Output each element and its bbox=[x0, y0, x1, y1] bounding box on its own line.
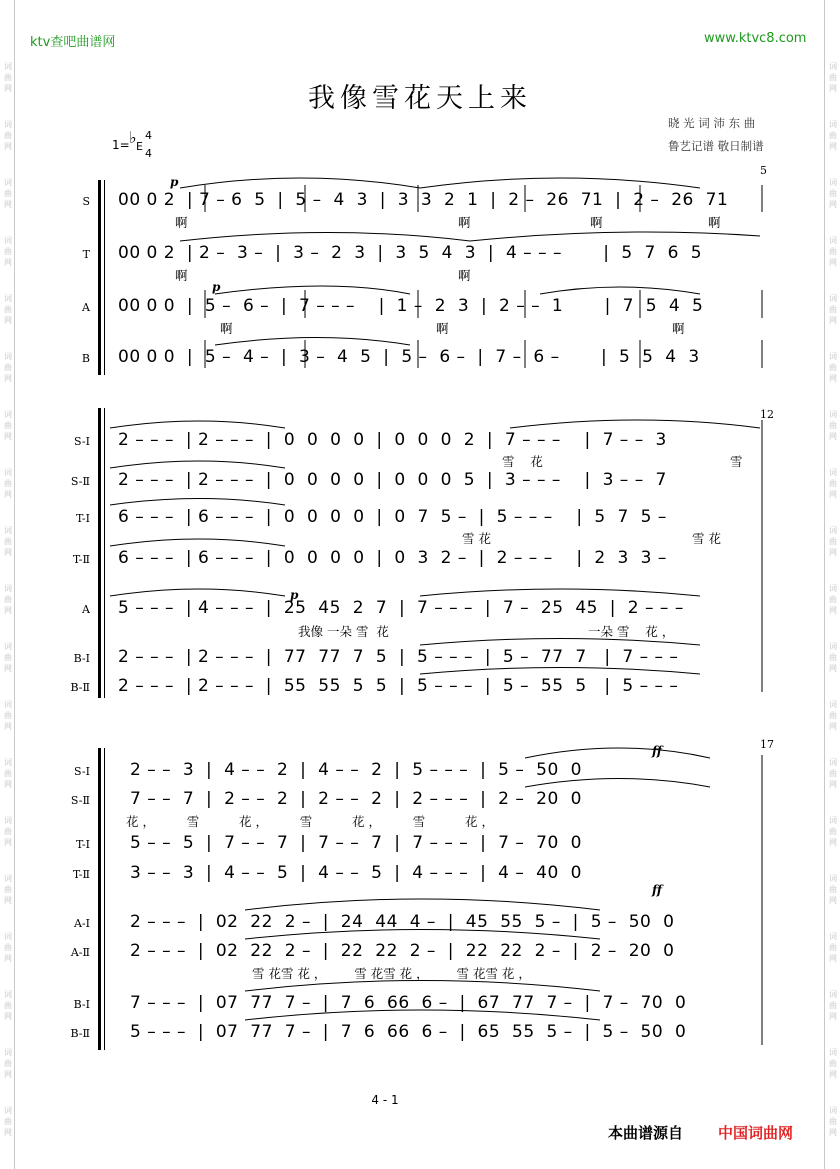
watermark-glyph: 网 bbox=[4, 432, 12, 441]
watermark-glyph: 网 bbox=[4, 490, 12, 499]
watermark-glyph: 词 bbox=[829, 352, 837, 361]
watermark-glyph: 词 bbox=[4, 236, 12, 245]
watermark-glyph: 网 bbox=[4, 142, 12, 151]
watermark-glyph: 曲 bbox=[4, 363, 12, 372]
voice-label: B-Ⅰ bbox=[73, 998, 90, 1011]
voice-row-s2: 2 – – – | 2 – – – | 0 0 0 0 | 0 0 0 5 | 3 – – – | 3 – – 7 bbox=[118, 470, 667, 490]
voice-label: S-Ⅰ bbox=[73, 435, 90, 448]
key-signature bbox=[112, 138, 130, 152]
voice-label: T-Ⅰ bbox=[76, 512, 90, 525]
slur bbox=[420, 668, 700, 675]
watermark-glyph: 曲 bbox=[829, 827, 837, 836]
watermark-glyph: 网 bbox=[4, 838, 12, 847]
site-link-left[interactable]: ktv查吧曲谱网 bbox=[30, 35, 116, 50]
watermark-glyph: 网 bbox=[829, 84, 837, 93]
watermark-glyph: 网 bbox=[4, 200, 12, 209]
voice-row-t1: 5 – – 5 | 7 – – 7 | 7 – – 7 | 7 – – – | 7 – 70 0 bbox=[130, 833, 582, 853]
voice-label: S-Ⅰ bbox=[73, 765, 90, 778]
system-line bbox=[104, 748, 105, 1050]
voice-label: B-Ⅱ bbox=[70, 681, 90, 694]
slur bbox=[110, 461, 285, 468]
watermark-glyph: 曲 bbox=[829, 189, 837, 198]
slur bbox=[525, 748, 710, 758]
watermark-glyph: 词 bbox=[829, 294, 837, 303]
watermark-glyph: 词 bbox=[829, 178, 837, 187]
watermark-glyph: 网 bbox=[4, 722, 12, 731]
dynamic-marking: p bbox=[170, 175, 179, 189]
dynamic-marking: p bbox=[290, 588, 299, 602]
source-label: 本曲谱源自 bbox=[608, 1124, 684, 1142]
lyric: 啊 bbox=[708, 215, 721, 230]
dynamic-marking: p bbox=[212, 280, 221, 294]
watermark-glyph: 网 bbox=[4, 780, 12, 789]
watermark-glyph: 网 bbox=[829, 200, 837, 209]
watermark-glyph: 曲 bbox=[4, 885, 12, 894]
watermark-glyph: 网 bbox=[829, 548, 837, 557]
watermark-glyph: 曲 bbox=[829, 537, 837, 546]
watermark-glyph: 曲 bbox=[4, 479, 12, 488]
watermark-glyph: 网 bbox=[829, 374, 837, 383]
watermark-glyph: 曲 bbox=[829, 653, 837, 662]
lyric: 一朵 雪 花 ， bbox=[588, 624, 675, 639]
key-note: E bbox=[136, 140, 143, 153]
watermark-glyph: 词 bbox=[4, 120, 12, 129]
watermark-glyph: 曲 bbox=[829, 595, 837, 604]
watermark-glyph: 网 bbox=[4, 1128, 12, 1137]
watermark-glyph: 曲 bbox=[4, 769, 12, 778]
lyric: 雪 花雪 花 ， 雪 花雪 花 ， 雪 花雪 花 ， bbox=[252, 966, 531, 981]
watermark-glyph: 词 bbox=[829, 62, 837, 71]
watermark-glyph: 曲 bbox=[829, 131, 837, 140]
system-line bbox=[104, 180, 105, 375]
voice-label: S-Ⅱ bbox=[70, 794, 90, 807]
watermark-glyph: 网 bbox=[829, 1070, 837, 1079]
voice-row-b2: 2 – – – | 2 – – – | 55 55 5 5 | 5 – – – | 5 – 55 5 | 5 – – – bbox=[118, 676, 679, 696]
watermark-glyph: 词 bbox=[829, 410, 837, 419]
lyric: 啊 bbox=[436, 321, 449, 336]
lyric: 啊 bbox=[175, 215, 188, 230]
watermark-glyph: 曲 bbox=[829, 1059, 837, 1068]
watermark-glyph: 网 bbox=[4, 954, 12, 963]
lyric: 啊 bbox=[458, 215, 471, 230]
voice-row-b1: 2 – – – | 2 – – – | 77 77 7 5 | 5 – – – | 5 – 77 7 | 7 – – – bbox=[118, 647, 679, 667]
watermark-glyph: 曲 bbox=[829, 363, 837, 372]
watermark-glyph: 词 bbox=[4, 932, 12, 941]
voice-row-s1: 2 – – 3 | 4 – – 2 | 4 – – 2 | 5 – – – | 5 – 50 0 bbox=[130, 760, 582, 780]
watermark-glyph: 词 bbox=[829, 758, 837, 767]
voice-label: A bbox=[82, 603, 90, 616]
slur bbox=[420, 178, 700, 188]
watermark-glyph: 曲 bbox=[829, 1001, 837, 1010]
voice-label: A-Ⅰ bbox=[73, 917, 90, 930]
voice-row-b1: 7 – – – | 07 77 7 – | 7 6 66 6 – | 67 77 7 – | 7 – 70 0 bbox=[130, 993, 687, 1013]
watermark-glyph: 曲 bbox=[4, 1117, 12, 1126]
watermark-glyph: 词 bbox=[4, 468, 12, 477]
watermark-glyph: 网 bbox=[829, 838, 837, 847]
lyric: 雪 花 bbox=[502, 454, 543, 469]
voice-label: A-Ⅱ bbox=[70, 946, 90, 959]
watermark-glyph: 词 bbox=[829, 584, 837, 593]
voice-label: S bbox=[82, 195, 90, 208]
watermark-glyph: 网 bbox=[4, 84, 12, 93]
watermark-glyph: 词 bbox=[4, 62, 12, 71]
watermark-glyph: 曲 bbox=[4, 537, 12, 546]
voice-row-b2: 5 – – – | 07 77 7 – | 7 6 66 6 – | 65 55 5 – | 5 – 50 0 bbox=[130, 1022, 687, 1042]
watermark-glyph: 网 bbox=[4, 1070, 12, 1079]
watermark-glyph: 词 bbox=[829, 990, 837, 999]
voice-row-s: 00 0 2 | 7 – 6 5 | 5 – 4 3 | 3 3 2 1 | 2 – 26 71 | 2 – 26 71 bbox=[118, 190, 729, 210]
system-brace bbox=[98, 748, 101, 1050]
time-signature-bottom: 4 bbox=[145, 147, 152, 160]
voice-row-a: 00 0 0 | 5 – 6 – | 7 – – – | 1 – 2 3 | 2 – – 1 | 7 5 4 5 bbox=[118, 296, 704, 316]
watermark-glyph: 曲 bbox=[829, 73, 837, 82]
credit-authors: 晓 光 词 沛 东 曲 bbox=[668, 116, 756, 130]
voice-label: T bbox=[82, 248, 90, 261]
watermark-glyph: 词 bbox=[829, 642, 837, 651]
lyric: 啊 bbox=[175, 268, 188, 283]
slur bbox=[110, 539, 285, 546]
slur bbox=[110, 499, 285, 506]
key-flat-sign: ♭ bbox=[129, 128, 137, 147]
watermark-glyph: 词 bbox=[829, 526, 837, 535]
watermark-glyph: 网 bbox=[4, 664, 12, 673]
watermark-glyph: 网 bbox=[829, 606, 837, 615]
lyric: 雪 花 bbox=[462, 531, 491, 546]
dynamic-marking: ff bbox=[652, 883, 662, 897]
page-number: 4 - 1 bbox=[371, 1093, 399, 1107]
watermark-glyph: 曲 bbox=[4, 827, 12, 836]
slur bbox=[420, 589, 700, 596]
slur bbox=[470, 232, 760, 241]
watermark-glyph: 网 bbox=[829, 142, 837, 151]
watermark-glyph: 曲 bbox=[4, 595, 12, 604]
time-signature-top: 4 bbox=[145, 129, 152, 142]
voice-label: T-Ⅰ bbox=[76, 838, 90, 851]
watermark-glyph: 曲 bbox=[829, 479, 837, 488]
lyric: 啊 bbox=[220, 321, 233, 336]
voice-row-t1: 6 – – – | 6 – – – | 0 0 0 0 | 0 7 5 – | 5 – – – | 5 7 5 – bbox=[118, 507, 667, 527]
slur bbox=[245, 899, 600, 910]
watermark-glyph: 曲 bbox=[4, 1059, 12, 1068]
watermark-glyph: 网 bbox=[829, 722, 837, 731]
voice-row-a1: 2 – – – | 02 22 2 – | 24 44 4 – | 45 55 5 – | 5 – 50 0 bbox=[130, 912, 675, 932]
voice-label: A bbox=[82, 301, 90, 314]
lyric: 啊 bbox=[458, 268, 471, 283]
watermark-glyph: 词 bbox=[4, 874, 12, 883]
watermark-glyph: 词 bbox=[829, 1048, 837, 1057]
watermark-glyph: 曲 bbox=[829, 305, 837, 314]
watermark-glyph: 词 bbox=[4, 352, 12, 361]
voice-row-a2: 2 – – – | 02 22 2 – | 22 22 2 – | 22 22 2 – | 2 – 20 0 bbox=[130, 941, 675, 961]
watermark-glyph: 网 bbox=[829, 432, 837, 441]
slur bbox=[180, 233, 470, 242]
watermark-glyph: 词 bbox=[4, 990, 12, 999]
watermark-glyph: 网 bbox=[4, 896, 12, 905]
system-line bbox=[104, 408, 105, 698]
watermark-glyph: 曲 bbox=[4, 1001, 12, 1010]
voice-label: B bbox=[81, 352, 90, 365]
lyric: 雪 花 bbox=[692, 531, 721, 546]
voice-label: S-Ⅱ bbox=[70, 475, 90, 488]
slur bbox=[215, 286, 410, 294]
key-label: 1= bbox=[112, 138, 130, 152]
dynamic-marking: ff bbox=[652, 744, 662, 758]
voice-row-s1: 2 – – – | 2 – – – | 0 0 0 0 | 0 0 0 2 | 7 – – – | 7 – – 3 bbox=[118, 430, 667, 450]
slur bbox=[540, 287, 700, 294]
watermark-glyph: 词 bbox=[4, 642, 12, 651]
watermark-glyph: 曲 bbox=[4, 653, 12, 662]
watermark-glyph: 词 bbox=[4, 584, 12, 593]
watermark-glyph: 网 bbox=[829, 258, 837, 267]
watermark-glyph: 网 bbox=[829, 664, 837, 673]
song-title: 我像雪花天上来 bbox=[308, 83, 532, 114]
watermark-glyph: 网 bbox=[829, 1012, 837, 1021]
watermark-glyph: 词 bbox=[4, 700, 12, 709]
left-margin-line bbox=[14, 0, 15, 1169]
watermark-glyph: 曲 bbox=[829, 885, 837, 894]
slur bbox=[110, 421, 285, 428]
measure-number: 5 bbox=[760, 164, 767, 177]
watermark-glyph: 网 bbox=[4, 316, 12, 325]
watermark-glyph: 词 bbox=[829, 468, 837, 477]
watermark-glyph: 词 bbox=[829, 1106, 837, 1115]
watermark-glyph: 曲 bbox=[829, 421, 837, 430]
watermark-glyph: 词 bbox=[4, 178, 12, 187]
system-brace bbox=[98, 180, 101, 375]
lyric: 雪 bbox=[730, 454, 743, 469]
watermark-glyph: 曲 bbox=[4, 305, 12, 314]
watermark-glyph: 网 bbox=[4, 258, 12, 267]
slur bbox=[180, 178, 420, 188]
voice-row-t2: 6 – – – | 6 – – – | 0 0 0 0 | 0 3 2 – | 2 – – – | 2 3 3 – bbox=[118, 548, 667, 568]
watermark-glyph: 曲 bbox=[4, 189, 12, 198]
watermark-glyph: 词 bbox=[829, 120, 837, 129]
system-brace bbox=[98, 408, 101, 698]
voice-row-t: 00 0 2 | 2 – 3 – | 3 – 2 3 | 3 5 4 3 | 4 – – – | 5 7 6 5 bbox=[118, 243, 703, 263]
watermark-glyph: 词 bbox=[829, 874, 837, 883]
watermark-glyph: 词 bbox=[829, 236, 837, 245]
lyric: 花 ， 雪 花 ， 雪 花 ， 雪 花 ， bbox=[126, 814, 494, 829]
watermark-glyph: 曲 bbox=[4, 73, 12, 82]
watermark-glyph: 网 bbox=[829, 490, 837, 499]
watermark-glyph: 曲 bbox=[829, 769, 837, 778]
watermark-glyph: 网 bbox=[829, 316, 837, 325]
watermark-glyph: 词 bbox=[4, 526, 12, 535]
watermark-glyph: 曲 bbox=[4, 943, 12, 952]
voice-row-t2: 3 – – 3 | 4 – – 5 | 4 – – 5 | 4 – – – | 4 – 40 0 bbox=[130, 863, 582, 883]
watermark-glyph: 曲 bbox=[829, 247, 837, 256]
watermark-glyph: 网 bbox=[829, 1128, 837, 1137]
watermark-glyph: 词 bbox=[829, 932, 837, 941]
source-site-link[interactable]: 中国词曲网 bbox=[718, 1124, 794, 1142]
voice-row-b: 00 0 0 | 5 – 4 – | 3 – 4 5 | 5 – 6 – | 7 – 6 – | 5 5 4 3 bbox=[118, 347, 700, 367]
watermark-glyph: 网 bbox=[4, 374, 12, 383]
watermark-glyph: 曲 bbox=[4, 131, 12, 140]
lyric: 我像 一朵 雪 花 bbox=[298, 624, 389, 639]
watermark-glyph: 词 bbox=[4, 758, 12, 767]
watermark-glyph: 曲 bbox=[829, 1117, 837, 1126]
watermark-glyph: 词 bbox=[4, 1106, 12, 1115]
watermark-glyph: 网 bbox=[4, 606, 12, 615]
watermark-glyph: 词 bbox=[4, 294, 12, 303]
watermark-glyph: 网 bbox=[829, 780, 837, 789]
site-link-right[interactable]: www.ktvc8.com bbox=[704, 31, 807, 46]
voice-label: B-Ⅱ bbox=[70, 1027, 90, 1040]
measure-number: 12 bbox=[760, 408, 774, 421]
watermark-glyph: 词 bbox=[4, 410, 12, 419]
watermark-glyph: 曲 bbox=[4, 711, 12, 720]
watermark-glyph: 词 bbox=[4, 1048, 12, 1057]
watermark-glyph: 网 bbox=[829, 896, 837, 905]
watermark-glyph: 词 bbox=[4, 816, 12, 825]
voice-label: T-Ⅱ bbox=[72, 868, 90, 881]
watermark-glyph: 词 bbox=[829, 700, 837, 709]
slur bbox=[510, 420, 760, 428]
lyric: 啊 bbox=[590, 215, 603, 230]
right-margin-line bbox=[824, 0, 825, 1169]
watermark-glyph: 曲 bbox=[4, 421, 12, 430]
watermark-glyph: 曲 bbox=[4, 247, 12, 256]
watermark-glyph: 网 bbox=[829, 954, 837, 963]
lyric: 啊 bbox=[672, 321, 685, 336]
slur bbox=[245, 981, 600, 992]
slur bbox=[215, 338, 410, 346]
slur bbox=[110, 589, 285, 596]
voice-label: B-Ⅰ bbox=[73, 652, 90, 665]
credit-arrangement: 鲁艺记谱 敬日制谱 bbox=[668, 139, 764, 153]
voice-label: T-Ⅱ bbox=[72, 553, 90, 566]
voice-row-s2: 7 – – 7 | 2 – – 2 | 2 – – 2 | 2 – – – | 2 – 20 0 bbox=[130, 789, 582, 809]
measure-number: 17 bbox=[760, 738, 774, 751]
watermark-glyph: 网 bbox=[4, 548, 12, 557]
watermark-glyph: 曲 bbox=[829, 711, 837, 720]
watermark-glyph: 网 bbox=[4, 1012, 12, 1021]
voice-row-a: 5 – – – | 4 – – – | 25 45 2 7 | 7 – – – | 7 – 25 45 | 2 – – – bbox=[118, 598, 684, 618]
watermark-glyph: 词 bbox=[829, 816, 837, 825]
watermark-glyph: 曲 bbox=[829, 943, 837, 952]
